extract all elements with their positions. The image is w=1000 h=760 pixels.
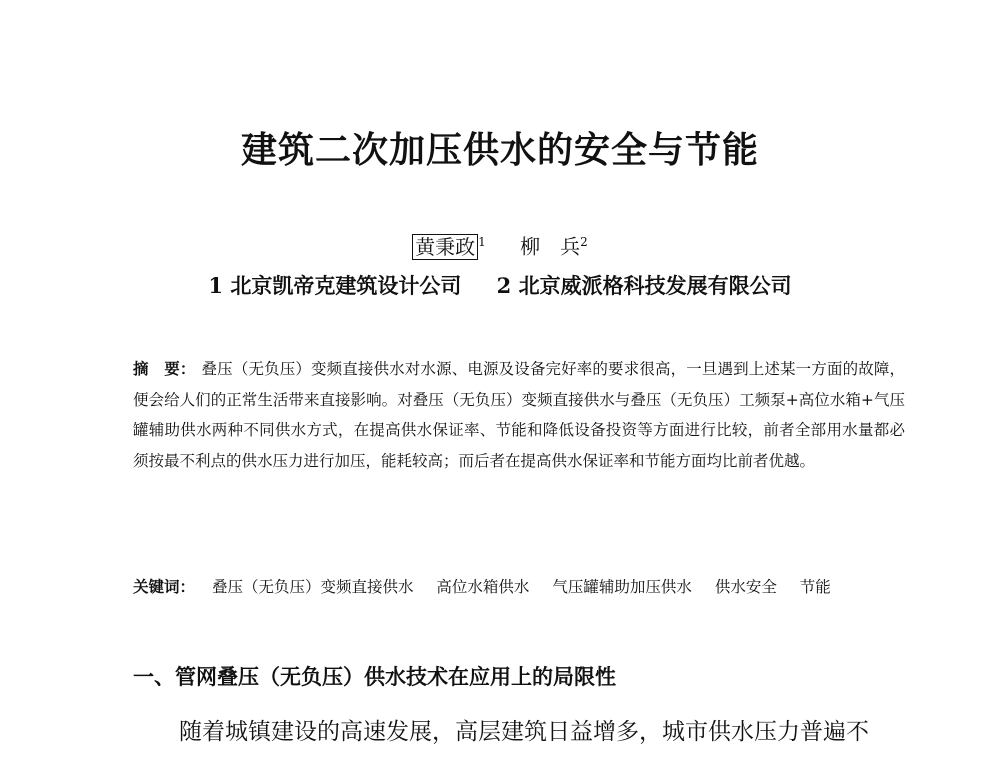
keywords-label: 关键词： <box>133 577 196 596</box>
paper-title: 建筑二次加压供水的安全与节能 <box>240 130 759 171</box>
abstract-text: 叠压（无负压）变频直接供水对水源、电源及设备完好率的要求很高，一旦遇到上述某一方面的故障，便会给人们的正常生活带来直接影响。对叠压（无负压）变频直接供水与叠压（无负压）工频泵+高位水箱+气压罐辅助供水两种不同供水方式，在提高供水保证率、节能和降低设备投资等方面进行比较，前者全部用水量都必须按最不利点的供水压力进行加压，能耗较高；而后者在提高供水保证率和节能方面均比前者优越。 <box>133 360 905 470</box>
abstract-label: 摘 要： <box>133 359 196 378</box>
keyword: 叠压（无负压）变频直接供水 <box>211 578 414 596</box>
author <box>520 228 588 261</box>
author-name: 柳 兵 <box>520 234 581 259</box>
affiliation: 1 北京凯帝克建筑设计公司 <box>208 273 462 298</box>
keyword: 供水安全 <box>714 578 777 596</box>
keyword: 节能 <box>799 578 831 596</box>
author-name: 黄秉政 <box>412 234 478 260</box>
keywords <box>133 573 905 601</box>
abstract <box>133 354 905 476</box>
author-affiliation-mark: 1 <box>478 235 486 249</box>
affiliation: 2 北京威派格科技发展有限公司 <box>496 273 792 298</box>
body-paragraph: 随着城镇建设的高速发展，高层建筑日益增多，城市供水压力普遍不 <box>179 719 869 745</box>
keyword: 气压罐辅助加压供水 <box>552 578 692 596</box>
affiliations <box>0 271 1000 301</box>
author <box>412 228 486 261</box>
author-list <box>0 228 1000 261</box>
section-heading: 一、管网叠压（无负压）供水技术在应用上的局限性 <box>133 665 616 689</box>
author-affiliation-mark: 2 <box>580 235 588 249</box>
keyword: 高位水箱供水 <box>436 578 530 596</box>
